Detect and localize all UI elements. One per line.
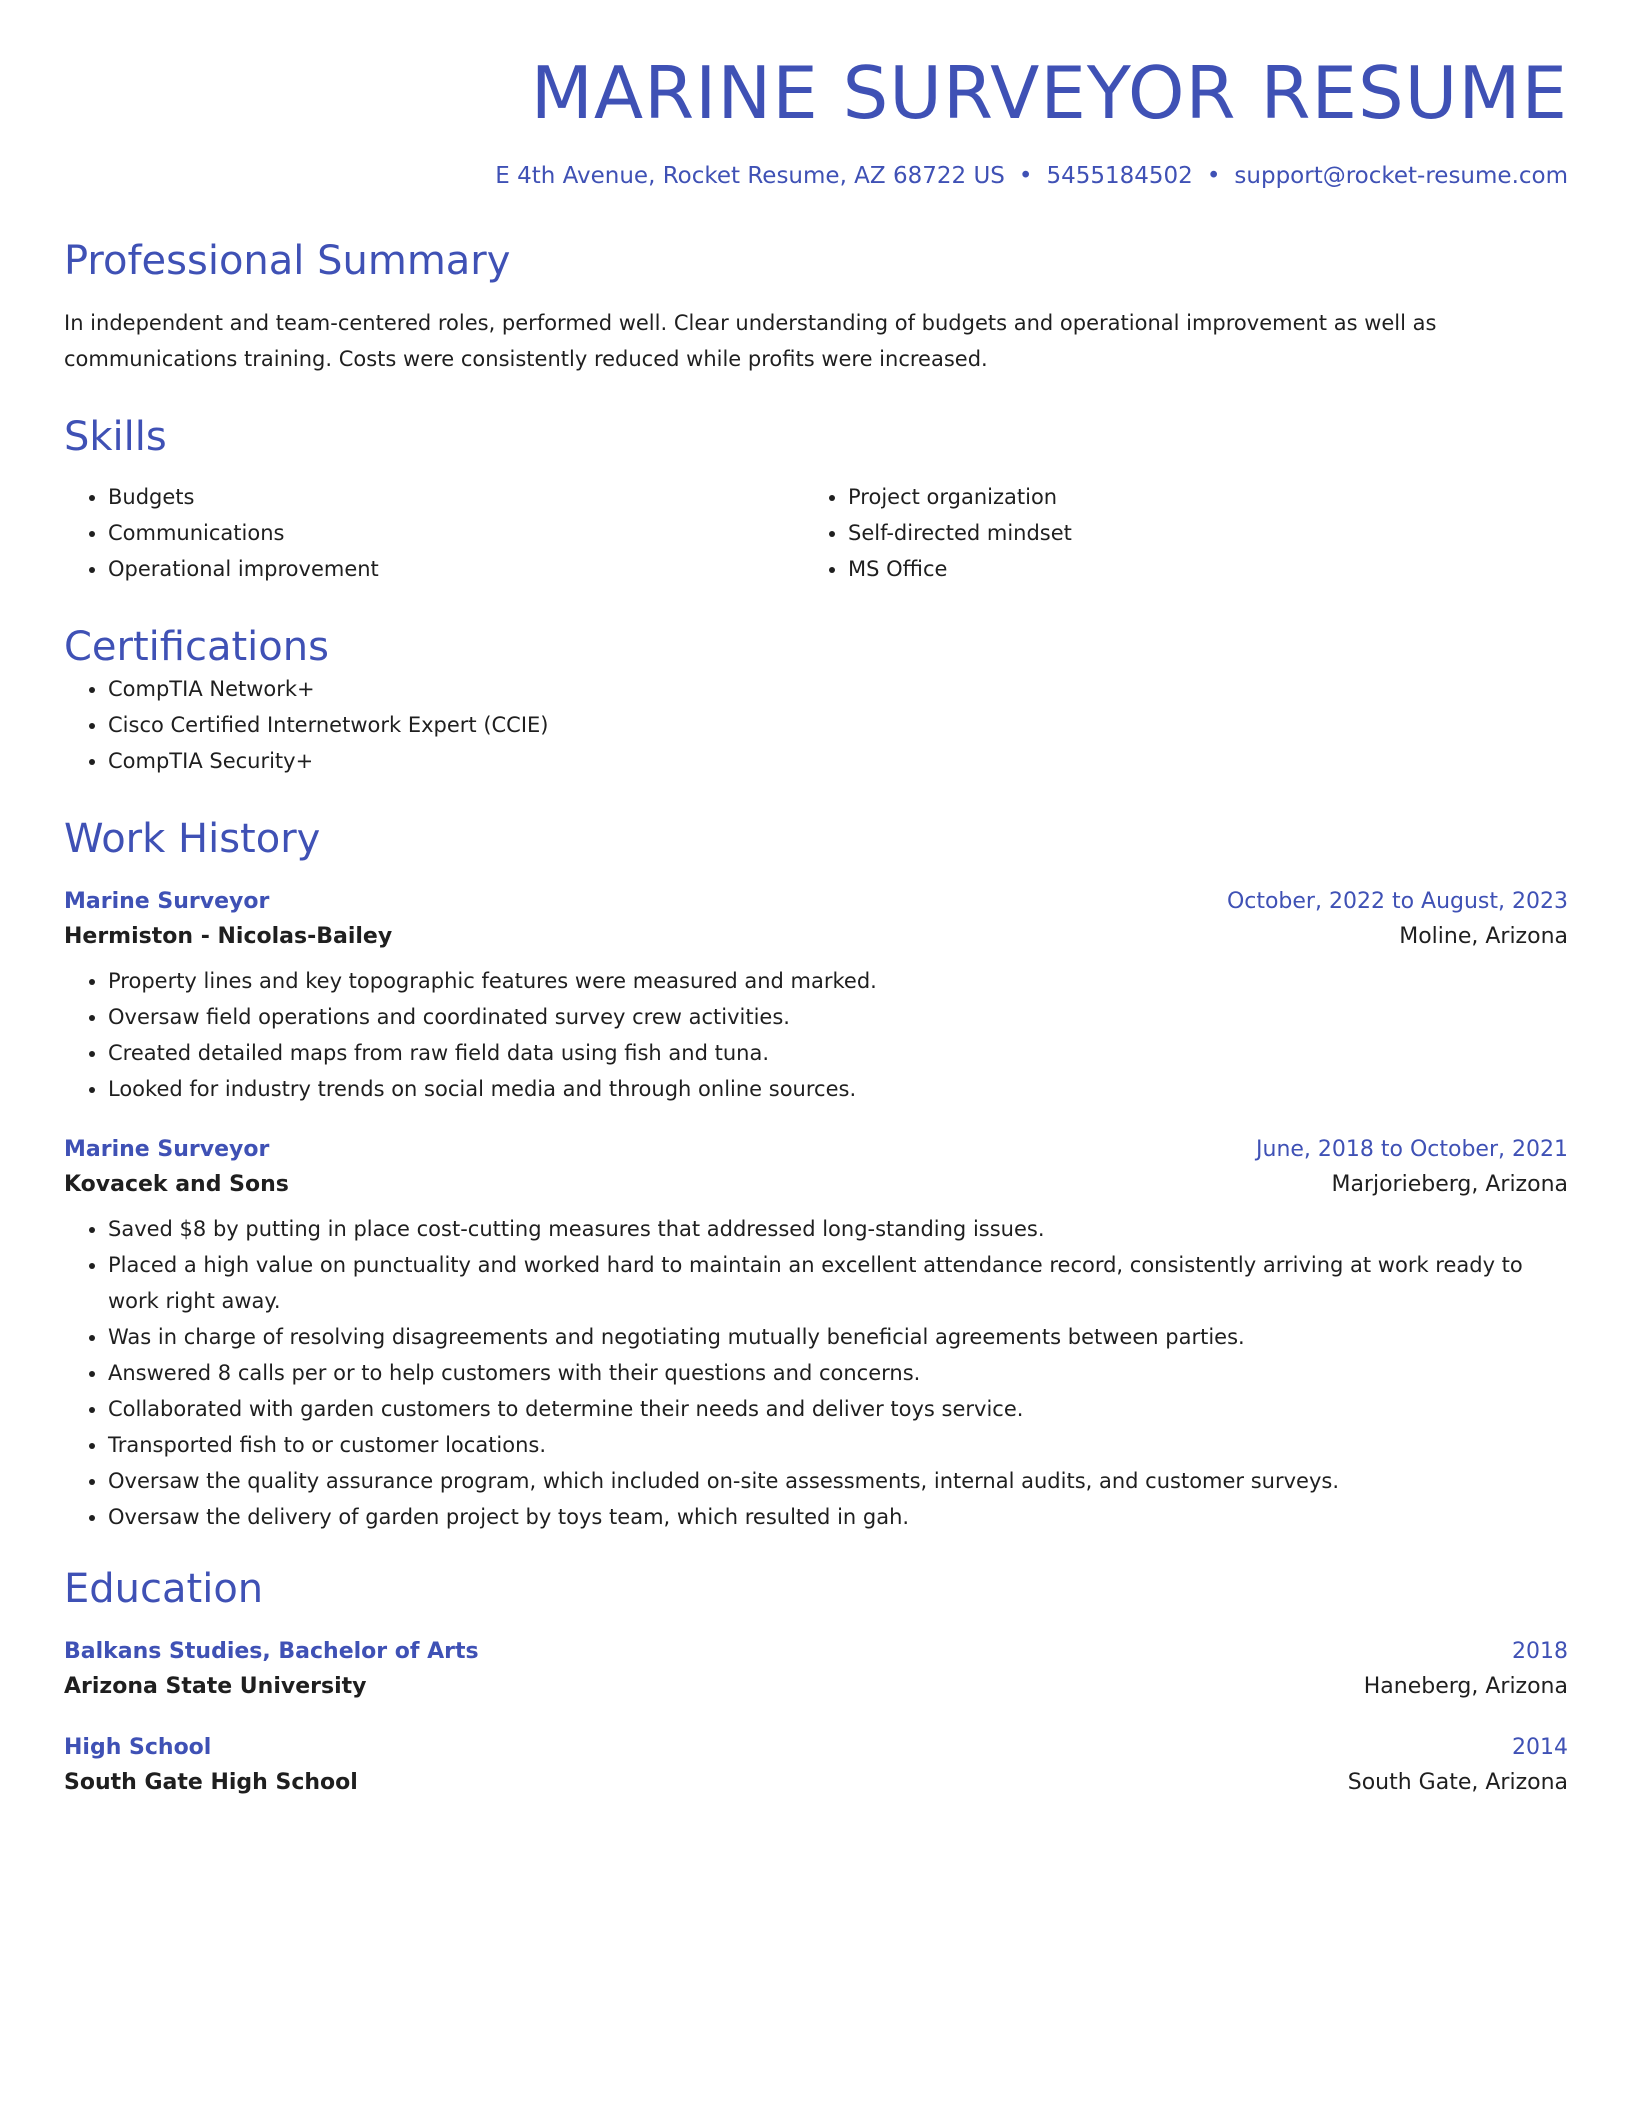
certification-item: • CompTIA Security+ [108, 743, 1568, 779]
job-bullet: • Looked for industry trends on social media and through online sources. [108, 1071, 1568, 1107]
education-location: Haneberg, Arizona [1363, 1673, 1568, 1699]
job-bullet: • Collaborated with garden customers to determine their needs and deliver toys service. [108, 1391, 1568, 1427]
skills-heading: Skills [64, 413, 167, 460]
skill-item: • Communications [108, 515, 804, 551]
skills-grid [64, 479, 1568, 587]
education-school: Arizona State University [64, 1673, 367, 1699]
job-entry [64, 889, 1568, 1107]
education-heading: Education [64, 1565, 264, 1612]
job-bullet: • Oversaw field operations and coordinated survey crew activities. [108, 999, 1568, 1035]
job-bullets [64, 1211, 1568, 1535]
job-bullet: • Answered 8 calls per or to help customers with their questions and concerns. [108, 1355, 1568, 1391]
job-company-row [64, 1172, 1568, 1197]
summary-text: In independent and team-centered roles, performed well. Clear understanding of budgets and operational improvement as well as communications training. Costs were consistently reduced while profits were increased. [64, 310, 1437, 371]
certifications-heading: Certifications [64, 623, 329, 670]
skill-item: • Project organization [848, 479, 1544, 515]
education-header-row [64, 1639, 1568, 1664]
job-entry [64, 1137, 1568, 1535]
skill-item: • MS Office [848, 551, 1544, 587]
job-role: Marine Surveyor [64, 1136, 270, 1162]
job-role: Marine Surveyor [64, 888, 270, 914]
job-location: Moline, Arizona [1399, 923, 1568, 949]
certification-item: • Cisco Certified Internetwork Expert (CCIE) [108, 707, 1568, 743]
education-year: 2018 [1512, 1638, 1568, 1664]
education-year: 2014 [1512, 1734, 1568, 1760]
contact-line [64, 163, 1568, 189]
education-entry [64, 1735, 1568, 1795]
education-degree: High School [64, 1734, 212, 1760]
education-degree: Balkans Studies, Bachelor of Arts [64, 1638, 479, 1664]
skill-item: • Self-directed mindset [848, 515, 1544, 551]
job-company: Kovacek and Sons [64, 1171, 289, 1197]
job-header-row [64, 889, 1568, 914]
skill-item: • Budgets [108, 479, 804, 515]
summary-heading: Professional Summary [64, 237, 511, 284]
job-header-row [64, 1137, 1568, 1162]
job-bullets [64, 963, 1568, 1107]
certification-item: • CompTIA Network+ [108, 671, 1568, 707]
job-bullet: • Oversaw the delivery of garden project by toys team, which resulted in gah. [108, 1499, 1568, 1535]
job-company: Hermiston - Nicolas-Bailey [64, 923, 393, 949]
job-bullet: • Was in charge of resolving disagreements and negotiating mutually beneficial agreements between parties. [108, 1319, 1568, 1355]
job-bullet: • Saved $8 by putting in place cost-cutting measures that addressed long-standing issues. [108, 1211, 1568, 1247]
job-bullet: • Placed a high value on punctuality and worked hard to maintain an excellent attendance record, consistently arriving at work ready to work right away. [108, 1247, 1568, 1319]
job-bullet: • Property lines and key topographic features were measured and marked. [108, 963, 1568, 999]
certifications-list [64, 671, 1568, 779]
education-school-row [64, 1770, 1568, 1795]
contact-email[interactable]: support@rocket-resume.com [1234, 162, 1568, 189]
education-entry [64, 1639, 1568, 1699]
education-school-row [64, 1674, 1568, 1699]
contact-separator: • [1018, 162, 1033, 189]
job-bullet: • Created detailed maps from raw field data using fish and tuna. [108, 1035, 1568, 1071]
contact-separator: • [1206, 162, 1221, 189]
job-location: Marjorieberg, Arizona [1331, 1171, 1568, 1197]
education-location: South Gate, Arizona [1347, 1769, 1568, 1795]
work-history-heading: Work History [64, 815, 321, 862]
education-header-row [64, 1735, 1568, 1760]
resume-header [64, 52, 1568, 189]
contact-address: E 4th Avenue, Rocket Resume, AZ 68722 US [495, 162, 1005, 189]
job-dates: October, 2022 to August, 2023 [1226, 888, 1568, 914]
resume-title: MARINE SURVEYOR RESUME [530, 51, 1568, 135]
job-company-row [64, 924, 1568, 949]
job-bullet: • Oversaw the quality assurance program, which included on-site assessments, internal audits, and customer surveys. [108, 1463, 1568, 1499]
skills-column-left [64, 479, 804, 587]
job-dates: June, 2018 to October, 2021 [1256, 1136, 1568, 1162]
education-school: South Gate High School [64, 1769, 358, 1795]
skill-item: • Operational improvement [108, 551, 804, 587]
contact-phone: 5455184502 [1046, 162, 1193, 189]
skills-column-right [804, 479, 1544, 587]
job-bullet: • Transported fish to or customer locations. [108, 1427, 1568, 1463]
